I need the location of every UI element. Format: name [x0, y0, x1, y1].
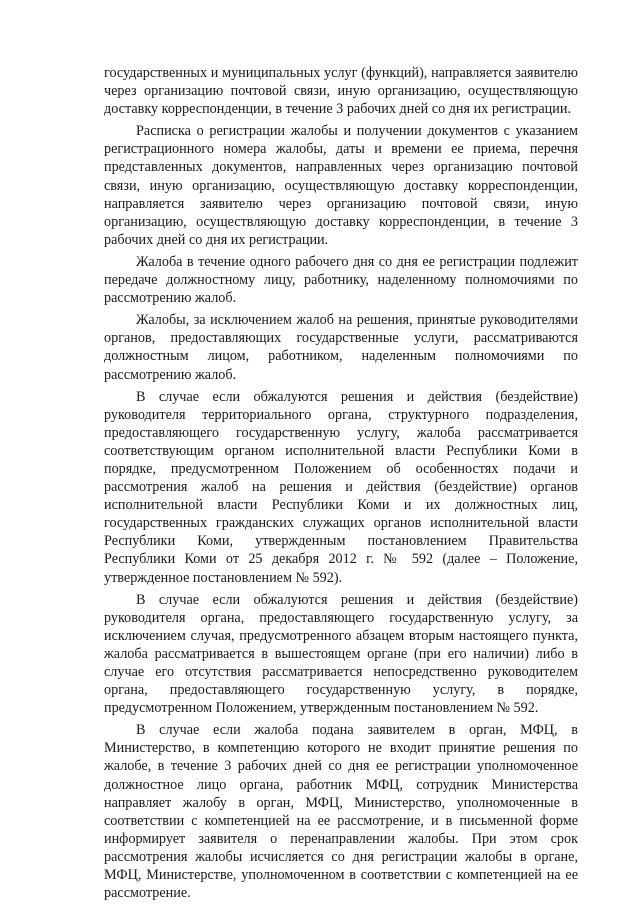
- paragraph-continuation: государственных и муниципальных услуг (функций), направляется заявителю через организацию почтовой связи, иную организацию, осуществляющую доставку корреспонденции, в течение 3 рабочих дней со дня их регистрации.: [104, 65, 578, 118]
- document-page: [104, 64, 578, 906]
- paragraph-redirect: В случае если жалоба подана заявителем в орган, МФЦ, в Министерство, в компетенцию которого не входит принятие решения по жалобе, в течение 3 рабочих дней со дня ее регистрации уполномоченное должностное лицо органа, работник МФЦ, сотрудник Министерства направляет жалобу в орган, МФЦ, Министерство, уполномоченные в соответствии с компетенцией на ее рассмотрение, и в письменной форме информирует заявителя о перенаправлении жалобы. При этом срок рассмотрения жалобы исчисляется со дня регистрации жалобы в органе, МФЦ, Министерстве, уполномоченном в соответствии с компетенцией на ее рассмотрение.: [104, 722, 578, 902]
- paragraph-territorial-body: В случае если обжалуются решения и действия (бездействие) руководителя территориального органа, структурного подразделения, предоставляющего государственную услугу, жалоба рассматривается соответствующим органом исполнительной власти Республики Коми в порядке, предусмотренном Положением об особенностях подачи и рассмотрения жалоб на решения и действия (бездействие) органов исполнительной власти Республики Коми и их должностных лиц, государственных гражданских служащих органов исполнительной власти Республики Коми, утвержденным постановлением Правительства Республики Коми от 25 декабря 2012 г. № 592 (далее – Положение, утвержденное постановлением № 592).: [104, 388, 578, 586]
- paragraph-head-of-body: В случае если обжалуются решения и действия (бездействие) руководителя органа, предоставляющего государственную услугу, за исключением случая, предусмотренного абзацем вторым настоящего пункта, жалоба рассматривается в вышестоящем органе (при его наличии) либо в случае его отсутствия рассматривается непосредственно руководителем органа, предоставляющего государственную услугу, в порядке, предусмотренном Положением, утвержденным постановлением № 592.: [104, 591, 578, 717]
- paragraph-transfer: Жалоба в течение одного рабочего дня со дня ее регистрации подлежит передаче должностному лицу, работнику, наделенному полномочиями по рассмотрению жалоб.: [104, 253, 578, 307]
- paragraph-receipt: Расписка о регистрации жалобы и получении документов с указанием регистрационного номера жалобы, даты и времени ее приема, перечня представленных документов, направленных через организацию почтовой связи, иную организацию, осуществляющую доставку корреспонденции, направляется заявителю через организацию почтовой связи, иную организацию, осуществляющую доставку корреспонденции, в течение 3 рабочих дней со дня их регистрации.: [104, 123, 578, 248]
- paragraph-complaints-review: Жалобы, за исключением жалоб на решения, принятые руководителями органов, предоставляющих государственные услуги, рассматриваются должностным лицом, работником, наделенным полномочиями по рассмотрению жалоб.: [104, 312, 578, 383]
